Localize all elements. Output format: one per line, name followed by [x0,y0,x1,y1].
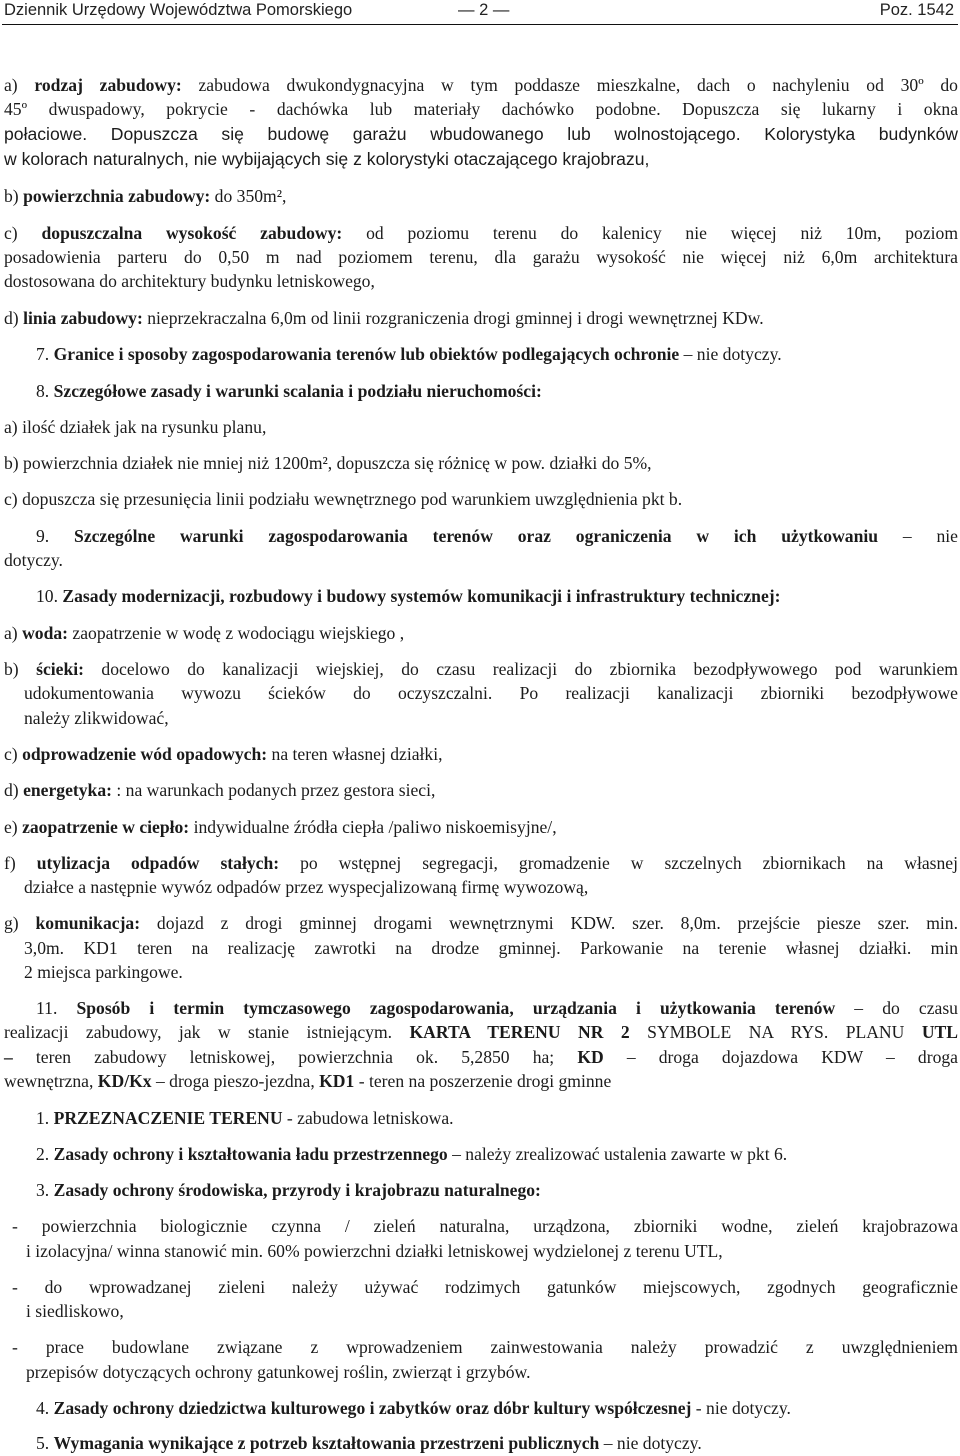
card-item-3: 3. Zasady ochrony środowiska, przyrody i krajobrazu naturalnego: [36,1180,541,1200]
item-c-line3: dostosowana do architektury budynku letniskowego, [4,271,375,291]
card-item-2: 2. Zasady ochrony i kształtowania ładu przestrzennego – należy zrealizować ustalenia zawarte w pkt 6. [36,1144,788,1164]
item-d: d) linia zabudowy: nieprzekraczalna 6,0m od linii rozgraniczenia drogi gminnej i drogi wewnętrznej KDw. [4,308,764,328]
section-8-heading: 8. Szczegółowe zasady i warunki scalania i podziału nieruchomości: [36,381,542,401]
section-11-line2: realizacji zabudowy, jak w stanie istniejącym. KARTA TERENU NR 2 SYMBOLE NA RYS. PLANU UTL [4,1022,958,1042]
card-item-3-bullet-1-line2: i izolacyjna/ winna stanowić min. 60% powierzchni działki letniskowej wydzielonej z terenu UTL, [26,1241,723,1261]
section-10-heading: 10. Zasady modernizacji, rozbudowy i budowy systemów komunikacji i infrastruktury technicznej: [36,586,781,606]
section-11-line3: – teren zabudowy letniskowej, powierzchnia ok. 5,2850 ha; KD – droga dojazdowa KDW – droga [4,1047,958,1067]
section-10-c: c) odprowadzenie wód opadowych: na teren własnej działki, [4,744,443,764]
section-10-g-line2: 3,0m. KD1 teren na realizację zawrotki na drodze gminnej. Parkowanie na terenie własnej działki. min [24,938,958,958]
section-8-a: a) ilość działek jak na rysunku planu, [4,417,267,437]
page-number: — 2 — [458,1,510,19]
section-11-line1: 11. Sposób i termin tymczasowego zagospodarowania, urządzania i użytkowania terenów – do czasu [36,998,958,1018]
item-c-line2: posadowienia parteru do 0,50 m nad poziomem terenu, dla garażu wysokość nie więcej niż 6,0m architektura [4,247,958,267]
item-a-line4: w kolorach naturalnych, nie wybijających się z kolorystyki otaczającego krajobrazu, [4,149,650,169]
card-item-3-bullet-1-line1: - powierzchnia biologicznie czynna / zieleń naturalna, urządzona, zbiorniki wodne, zieleń krajobrazowa [12,1216,958,1236]
section-10-g-line1: g) komunikacja: dojazd z drogi gminnej drogami wewnętrznymi KDW. szer. 8,0m. przejście piesze szer. min. [4,913,959,933]
section-9-line1: 9. Szczególne warunki zagospodarowania terenów oraz ograniczenia w ich użytkowaniu – nie [36,526,958,546]
section-9-line2: dotyczy. [4,550,63,570]
section-10-b-line2: udokumentowania wywozu ścieków do oczyszczalni. Po realizacji kanalizacji zbiorniki bezodpływowe [24,683,958,703]
section-8-b: b) powierzchnia działek nie mniej niż 1200m², dopuszcza się różnicę w pow. działki do 5%, [4,453,652,473]
card-item-3-bullet-2-line1: - do wprowadzanej zieleni należy używać rodzimych gatunków miejscowych, zgodnych geograficznie [12,1277,958,1297]
card-item-3-bullet-2-line2: i siedliskowo, [26,1301,124,1321]
section-10-g-line3: 2 miejsca parkingowe. [24,962,183,982]
section-10-e: e) zaopatrzenie w ciepło: indywidualne źródła ciepła /paliwo niskoemisyjne/, [4,817,557,837]
item-a-line1: a) rodzaj zabudowy: zabudowa dwukondygnacyjna w tym poddasze mieszkalne, dach o nachyleniu od 30º do [4,75,958,95]
item-b: b) powierzchnia zabudowy: do 350m², [4,186,287,206]
item-c-line1: c) dopuszczalna wysokość zabudowy: od poziomu terenu do kalenicy nie więcej niż 10m, poziom [4,223,958,243]
card-item-3-bullet-3-line1: - prace budowlane związane z wprowadzeniem zainwestowania należy prowadzić z uwzględnieniem [12,1337,958,1357]
card-item-5: 5. Wymagania wynikające z potrzeb kształtowania przestrzeni publicznych – nie dotyczy. [36,1433,702,1453]
card-item-1: 1. PRZEZNACZENIE TERENU - zabudowa letniskowa. [36,1108,454,1128]
position-number: Poz. 1542 [879,1,954,19]
section-10-a: a) woda: zaopatrzenie w wodę z wodociągu wiejskiego , [4,623,405,643]
item-a-line2: 45º dwuspadowy, pokrycie - dachówka lub materiały dachówko podobne. Dopuszcza się lukarny i okna [4,99,958,119]
section-8-c: c) dopuszcza się przesunięcia linii podziału wewnętrznego pod warunkiem uwzględnienia pkt b. [4,489,683,509]
section-10-b-line1: b) ścieki: docelowo do kanalizacji wiejskiej, do czasu realizacji do zbiornika bezodpływowego pod warunkiem [4,659,958,679]
section-11-line4: wewnętrzna, KD/Kx – droga pieszo-jezdna, KD1 - teren na poszerzenie drogi gminne [4,1071,612,1091]
journal-title: Dziennik Urzędowy Województwa Pomorskiego [4,1,353,19]
page-header [0,0,960,24]
item-a-line3: połaciowe. Dopuszcza się budowę garażu wbudowanego lub wolnostojącego. Kolorystyka budynków [4,124,958,144]
header-rule [2,24,958,25]
section-10-f-line1: f) utylizacja odpadów stałych: po wstępnej segregacji, gromadzenie w szczelnych zbiornikach na własnej [4,853,958,873]
section-10-d: d) energetyka: : na warunkach podanych przez gestora sieci, [4,780,436,800]
section-10-f-line2: działce a następnie wywóz odpadów przez wyspecjalizowaną firmę wywozową, [24,877,589,897]
card-item-4: 4. Zasady ochrony dziedzictwa kulturowego i zabytków oraz dóbr kultury współczesnej - nie dotyczy. [36,1398,791,1418]
section-10-b-line3: należy zlikwidować, [24,708,169,728]
card-item-3-bullet-3-line2: przepisów dotyczących ochrony gatunkowej roślin, zwierząt i grzybów. [26,1362,531,1382]
section-7: 7. Granice i sposoby zagospodarowania terenów lub obiektów podlegających ochronie – nie dotyczy. [36,344,782,364]
